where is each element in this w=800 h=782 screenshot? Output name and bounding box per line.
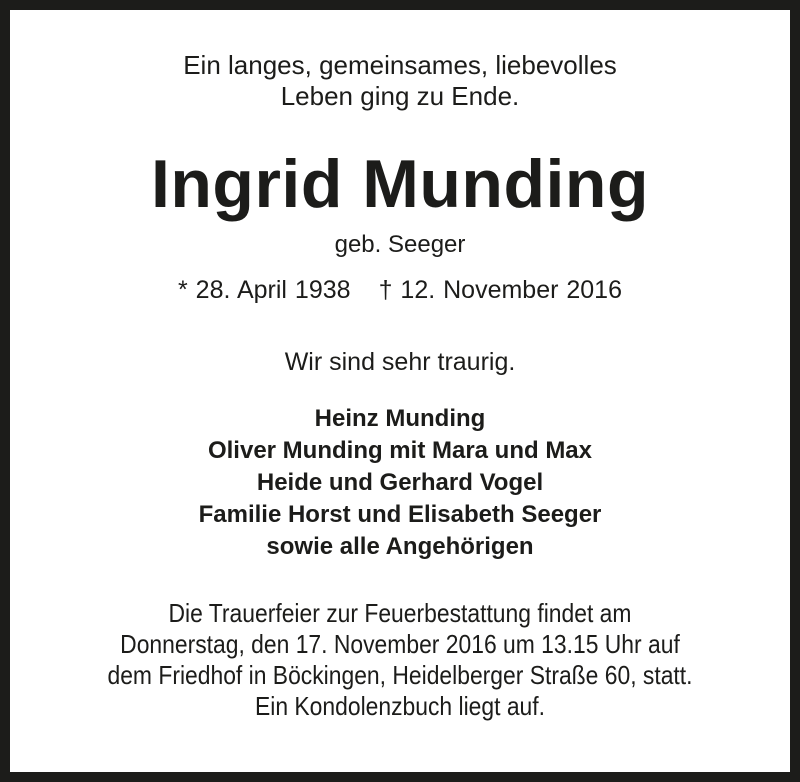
funeral-service-info	[48, 598, 752, 722]
service-line: Donnerstag, den 17. November 2016 um 13.15 Uhr auf	[120, 629, 680, 659]
intro-line: Leben ging zu Ende.	[280, 81, 520, 111]
service-line: dem Friedhof in Böckingen, Heidelberger Straße 60, statt.	[107, 660, 693, 690]
mourner-line: Heinz Munding	[314, 405, 486, 432]
mourner-line: Familie Horst und Elisabeth Seeger	[198, 501, 602, 528]
intro-line: Ein langes, gemeinsames, liebevolles	[183, 50, 617, 80]
mourner-line: Heide und Gerhard Vogel	[256, 469, 544, 496]
mourner-line: Oliver Munding mit Mara und Max	[207, 437, 593, 464]
birth-date: * 28. April 1938	[177, 276, 351, 304]
death-date: † 12. November 2016	[378, 276, 622, 304]
life-dates	[0, 274, 800, 306]
mourners-list	[0, 403, 800, 563]
maiden-name: geb. Seeger	[334, 231, 466, 258]
service-line: Die Trauerfeier zur Feuerbestattung findet am	[168, 598, 632, 628]
deceased-name: Ingrid Munding	[151, 146, 649, 222]
service-line: Ein Kondolenzbuch liegt auf.	[254, 691, 546, 721]
mourner-line: sowie alle Angehörigen	[266, 533, 534, 560]
grief-statement: Wir sind sehr traurig.	[284, 348, 516, 376]
intro-text	[0, 50, 800, 112]
